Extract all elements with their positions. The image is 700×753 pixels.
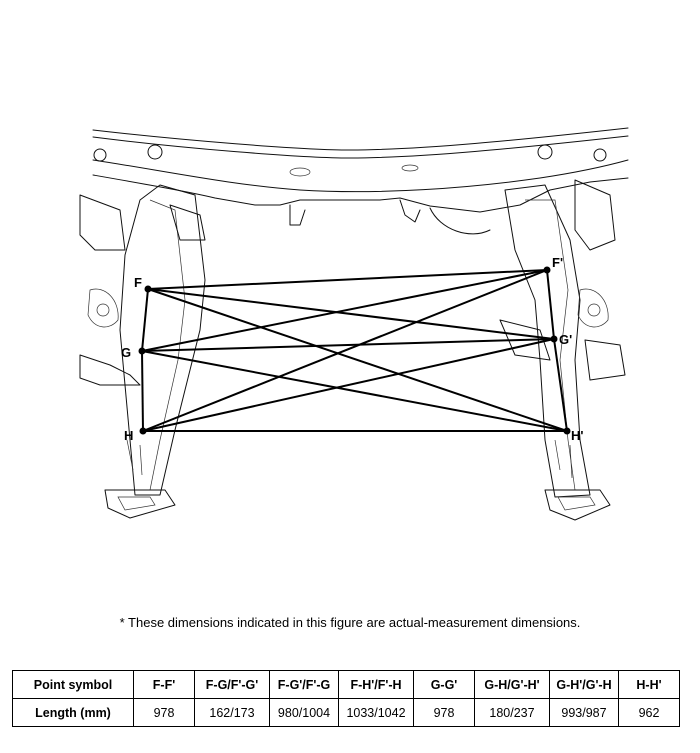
- table-cell: 978: [134, 699, 195, 727]
- table-cell: 962: [619, 699, 680, 727]
- point-f: [145, 286, 152, 293]
- right-side-rail: [500, 180, 625, 520]
- table-row: [13, 699, 680, 727]
- label-h-prime: H': [571, 428, 584, 443]
- table-header-cell: H-H': [619, 671, 680, 699]
- table-cell: 162/173: [195, 699, 270, 727]
- label-h: H: [124, 428, 134, 443]
- measurement-note: * These dimensions indicated in this figure are actual-measurement dimensions.: [119, 615, 581, 630]
- table-header-row: [13, 671, 680, 699]
- label-f-prime: F': [552, 255, 564, 270]
- table-row-header: Length (mm): [13, 699, 134, 727]
- measurement-lines: [142, 270, 567, 431]
- point-g-prime: [551, 336, 558, 343]
- point-f-prime: [544, 267, 551, 274]
- point-g: [139, 348, 146, 355]
- table-cell: 978: [414, 699, 475, 727]
- table-header-cell: F-G/F'-G': [195, 671, 270, 699]
- table-header-cell: G-H/G'-H': [475, 671, 550, 699]
- label-g: G: [121, 345, 132, 360]
- table-header-cell: G-G': [414, 671, 475, 699]
- table-header-cell: G-H'/G'-H: [550, 671, 619, 699]
- label-f: F: [134, 275, 142, 290]
- table-cell: 993/987: [550, 699, 619, 727]
- table-header-cell: F-F': [134, 671, 195, 699]
- table-cell: 180/237: [475, 699, 550, 727]
- table-header-cell: F-H'/F'-H: [339, 671, 414, 699]
- dimension-table: [12, 670, 680, 727]
- label-g-prime: G': [559, 332, 573, 347]
- table-header-cell: Point symbol: [13, 671, 134, 699]
- point-h: [140, 428, 147, 435]
- table-header-cell: F-G'/F'-G: [270, 671, 339, 699]
- point-h-prime: [564, 428, 571, 435]
- table-cell: 980/1004: [270, 699, 339, 727]
- table-cell: 1033/1042: [339, 699, 414, 727]
